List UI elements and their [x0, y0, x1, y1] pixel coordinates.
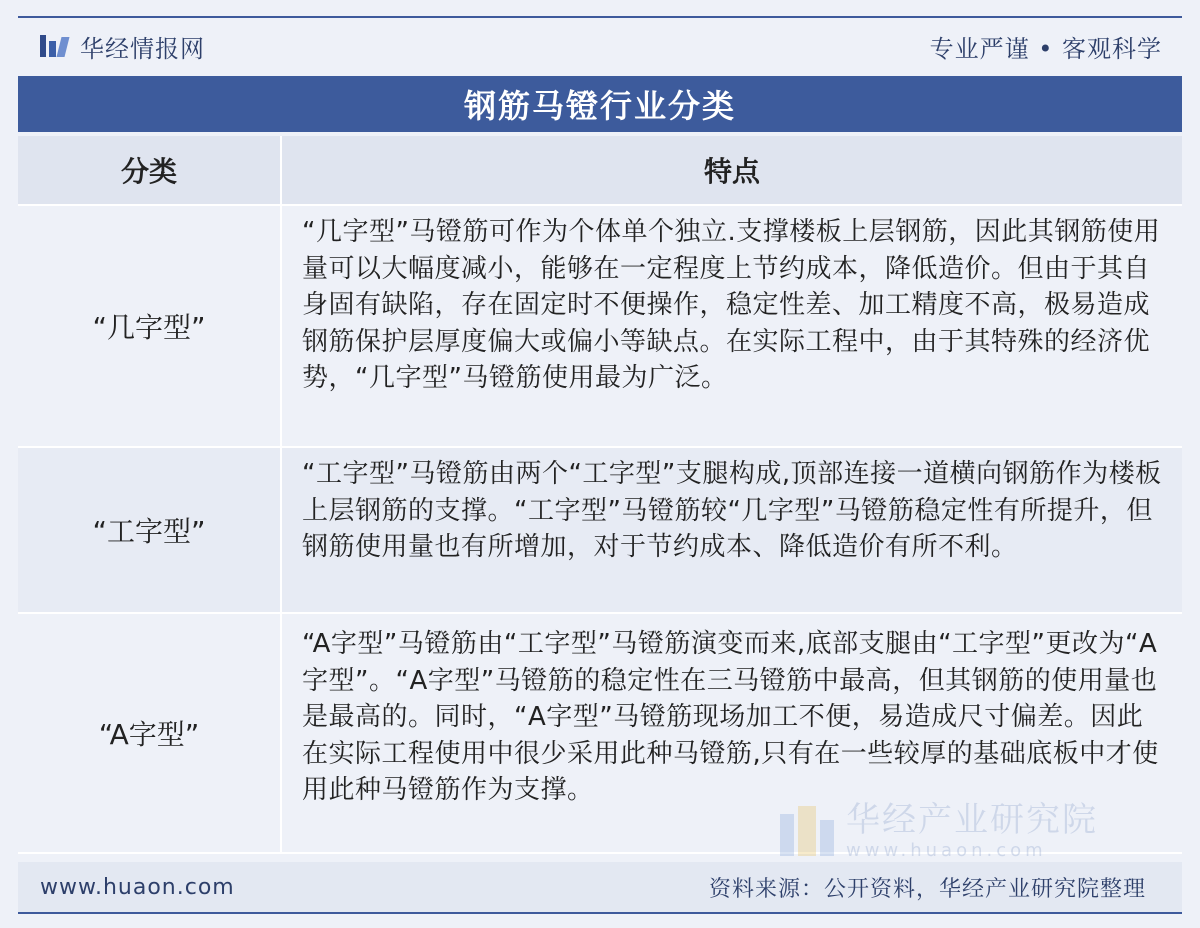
row-category: “A字型” — [98, 718, 200, 751]
top-divider — [18, 16, 1182, 18]
row-feature — [280, 448, 1182, 612]
watermark — [780, 800, 1098, 861]
table-header-row — [18, 136, 1182, 206]
table-row — [18, 448, 1182, 614]
footer-website: www.huaon.com — [40, 874, 235, 900]
brand — [40, 26, 205, 66]
brand-name: 华经情报网 — [80, 34, 205, 63]
row-category: “几字型” — [92, 311, 206, 344]
row-feature-text: “A字型”马镫筋由“工字型”马镫筋演变而来,底部支腿由“工字型”更改为“A字型”。“A字型”马镫筋的稳定性在三马镫筋中最高，但其钢筋的使用量也是最高的。同时，“A字型”马镫筋现场加工不便，易造成尺寸偏差。因此在实际工程使用中很少采用此种马镫筋,只有在一些较厚的基础底板中才使用此种马镫筋作为支撑。 — [302, 629, 1159, 805]
row-feature-text: “工字型”马镫筋由两个“工字型”支腿构成,顶部连接一道横向钢筋作为楼板上层钢筋的支撑。“工字型”马镫筋较“几字型”马镫筋稳定性有所提升，但钢筋使用量也有所增加，对于节约成本、降低造价有所不利。 — [302, 459, 1162, 562]
row-category: “工字型” — [92, 515, 206, 548]
bottom-divider — [18, 912, 1182, 914]
classification-table — [18, 136, 1182, 854]
table-row — [18, 206, 1182, 448]
row-feature-text: “几字型”马镫筋可作为个体单个独立.支撑楼板上层钢筋，因此其钢筋使用量可以大幅度减小，能够在一定程度上节约成本，降低造价。但由于其自身固有缺陷，存在固定时不便操作，稳定性差、加工精度不高，极易造成钢筋保护层厚度偏大或偏小等缺点。在实际工程中，由于其特殊的经济优势，“几字型”马镫筋使用最为广泛。 — [302, 217, 1161, 393]
watermark-url: www.huaon.com — [846, 840, 1047, 861]
watermark-logo-icon — [780, 806, 836, 856]
row-feature — [280, 206, 1182, 446]
slogan: 专业严谨 • 客观科学 — [929, 34, 1162, 63]
watermark-name: 华经产业研究院 — [846, 800, 1098, 840]
footer — [18, 862, 1182, 912]
header-category: 分类 — [120, 155, 177, 188]
footer-source: 资料来源：公开资料，华经产业研究院整理 — [708, 876, 1146, 902]
header-feature: 特点 — [280, 136, 1182, 204]
brand-logo-icon — [40, 35, 68, 57]
page-title: 钢筋马镫行业分类 — [18, 76, 1182, 132]
